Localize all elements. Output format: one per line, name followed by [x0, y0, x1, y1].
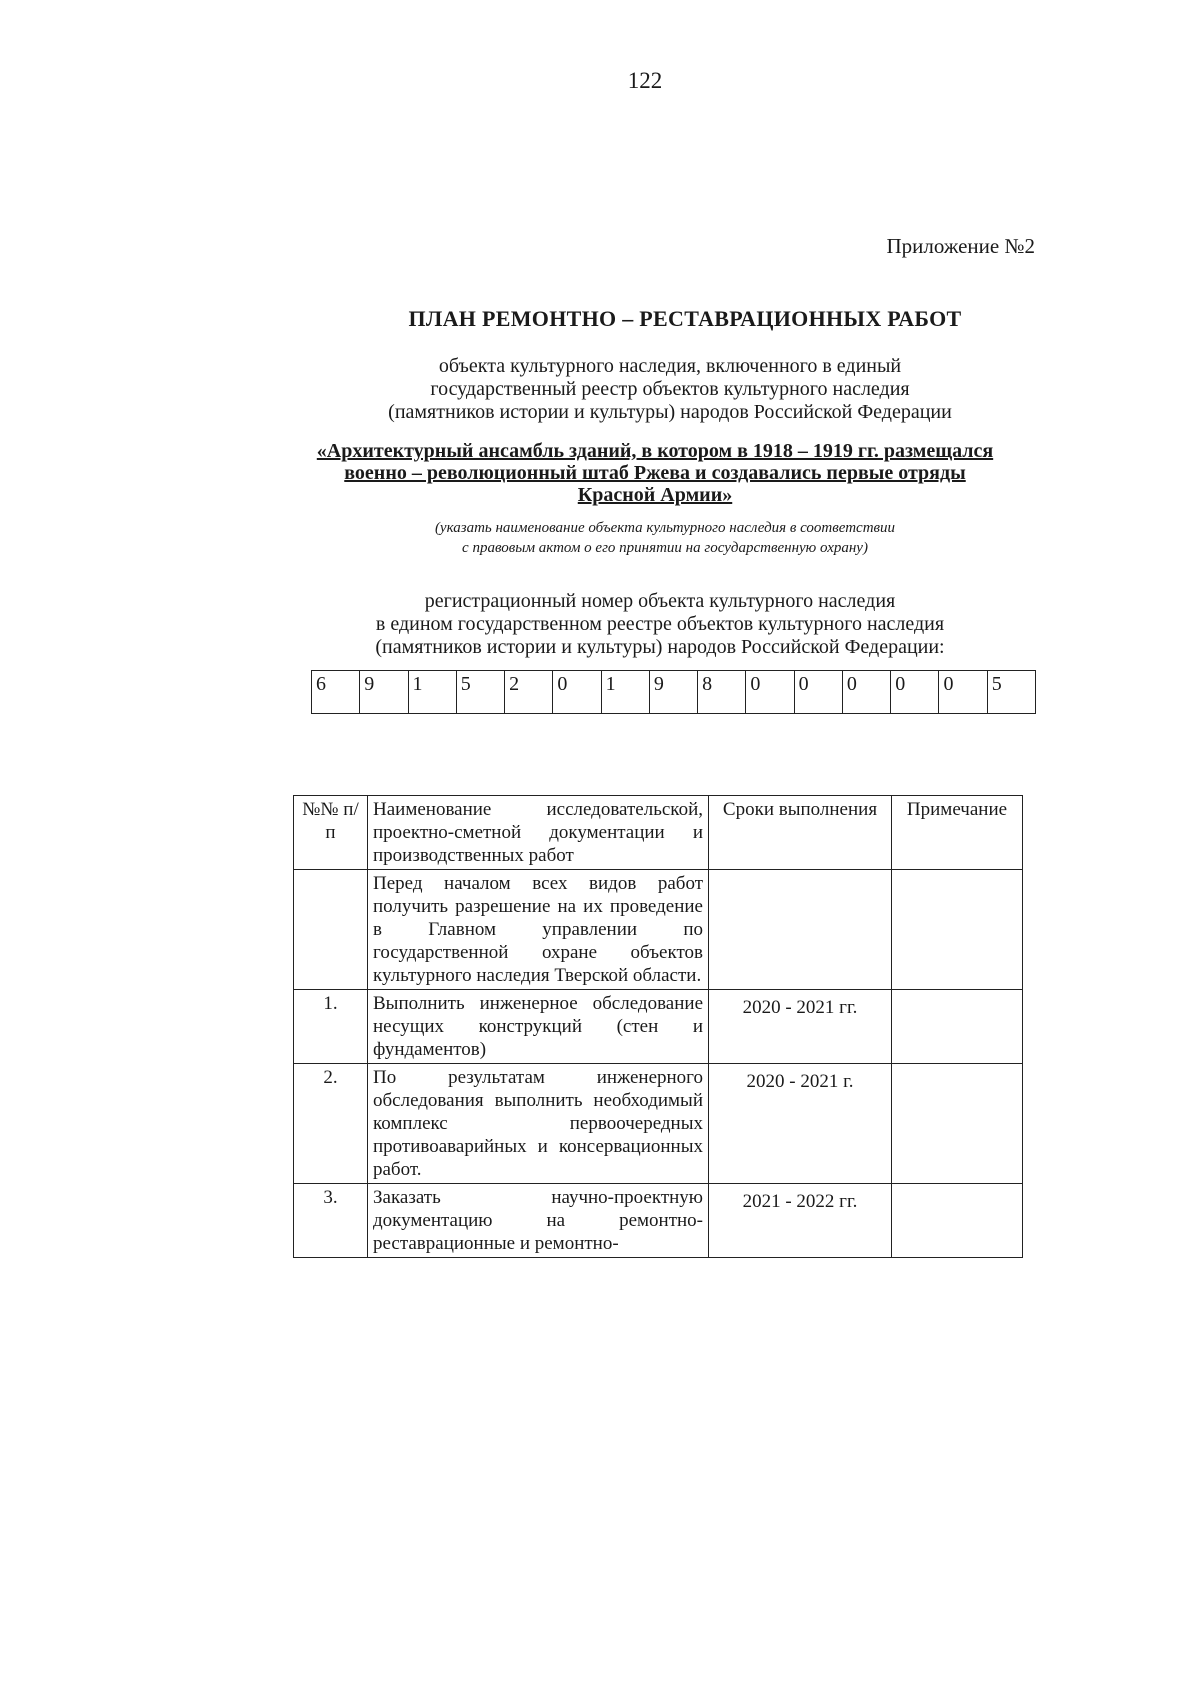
registration-digit: 6 [312, 671, 360, 714]
table-row [294, 1064, 1023, 1184]
registration-digit: 9 [360, 671, 408, 714]
hint-line: с правовым актом о его принятии на государственную охрану) [462, 540, 868, 556]
row-note [892, 1184, 1023, 1258]
registration-label-line: в едином государственном реестре объектов культурного наследия [375, 613, 945, 635]
table-header-row [294, 796, 1023, 870]
row-name: Перед началом всех видов работ получить разрешение на их проведение в Главном управлении по государственной охране объектов культурного наследия Тверской области. [368, 870, 709, 990]
row-number: 3. [294, 1184, 368, 1258]
registration-digit: 5 [987, 671, 1035, 714]
row-note [892, 1064, 1023, 1184]
registration-digit: 5 [456, 671, 504, 714]
table-row [294, 990, 1023, 1064]
appendix-label: Приложение №2 [886, 234, 1035, 258]
object-name-line: «Архитектурный ансамбль зданий, в котором в 1918 – 1919 гг. размещался [316, 440, 994, 462]
object-name-line: военно – революционный штаб Ржева и создавались первые отряды [344, 462, 966, 484]
registration-digit: 1 [408, 671, 456, 714]
row-note [892, 990, 1023, 1064]
object-name-hint [0, 518, 1200, 558]
registration-label [0, 590, 1200, 659]
header-note: Примечание [892, 796, 1023, 870]
table-row [294, 1184, 1023, 1258]
registration-digit: 0 [891, 671, 939, 714]
registration-digit: 0 [939, 671, 987, 714]
header-term: Сроки выполнения [709, 796, 892, 870]
object-name-line: Красной Армии» [577, 484, 733, 506]
row-term: 2021 - 2022 гг. [709, 1184, 892, 1258]
registration-number-row [312, 671, 1036, 714]
subtitle-line: (памятников истории и культуры) народов Российской Федерации [388, 401, 952, 423]
works-plan-table [293, 795, 1023, 1258]
row-number [294, 870, 368, 990]
row-term [709, 870, 892, 990]
row-name: Выполнить инженерное обследование несущих конструкций (стен и фундаментов) [368, 990, 709, 1064]
row-term: 2020 - 2021 гг. [709, 990, 892, 1064]
row-name: По результатам инженерного обследования выполнить необходимый комплекс первоочередных противоаварийных и консервационных работ. [368, 1064, 709, 1184]
registration-digit: 8 [698, 671, 746, 714]
row-number: 1. [294, 990, 368, 1064]
row-term: 2020 - 2021 г. [709, 1064, 892, 1184]
registration-digit: 2 [505, 671, 553, 714]
document-subtitle [0, 355, 1200, 424]
row-note [892, 870, 1023, 990]
document-title: ПЛАН РЕМОНТНО – РЕСТАВРАЦИОННЫХ РАБОТ [408, 306, 962, 331]
page-number: 122 [627, 68, 663, 93]
registration-digit: 0 [553, 671, 601, 714]
subtitle-line: объекта культурного наследия, включенного в единый [438, 355, 902, 377]
registration-digit: 9 [649, 671, 697, 714]
subtitle-line: государственный реестр объектов культурного наследия [430, 378, 910, 400]
table-row [294, 870, 1023, 990]
registration-number-table [311, 670, 1036, 714]
header-name: Наименование исследовательской, проектно-сметной документации и производственных работ [368, 796, 709, 870]
row-name: Заказать научно-проектную документацию на ремонтно-реставрационные и ремонтно- [368, 1184, 709, 1258]
registration-label-line: регистрационный номер объекта культурного наследия [424, 590, 896, 612]
registration-digit: 0 [842, 671, 890, 714]
hint-line: (указать наименование объекта культурного наследия в соответствии [434, 520, 896, 536]
registration-digit: 1 [601, 671, 649, 714]
registration-digit: 0 [794, 671, 842, 714]
row-number: 2. [294, 1064, 368, 1184]
registration-digit: 0 [746, 671, 794, 714]
object-name [290, 440, 1020, 506]
header-number: №№ п/п [294, 796, 368, 870]
registration-label-line: (памятников истории и культуры) народов Российской Федерации: [375, 636, 945, 658]
